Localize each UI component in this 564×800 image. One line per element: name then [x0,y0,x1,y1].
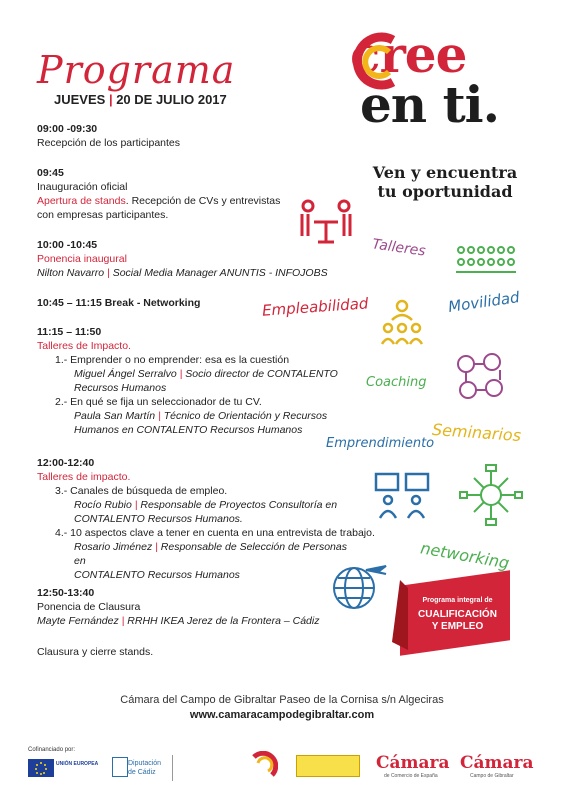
schedule-item-break: 10:45 – 11:15 Break - Networking [37,297,201,309]
team-icon [380,298,424,348]
diputacion-shield-icon [112,757,128,777]
schedule-item-closing: Clausura y cierre stands. [37,646,154,658]
event-date: JUEVES | 20 DE JULIO 2017 [54,92,227,107]
schedule-item-1: 09:00 -09:30 Recepción de los participantes [37,123,181,149]
tagline: Ven y encuentra tu oportunidad [372,163,518,202]
presentation-icon [372,470,432,522]
camara-espana-sub: de Comercio de España [384,773,438,779]
word-emprendimiento: Emprendimiento [326,436,435,451]
footer-organization: Cámara del Campo de Gibraltar Paseo de la Cornisa s/n Algeciras [120,694,444,706]
sponsor-bar [0,737,564,800]
footer-url[interactable]: www.camaracampodegibraltar.com [189,709,375,721]
cofinanciado-label: Cofinanciado por: [28,747,76,753]
schedule-item-3: 10:00 -10:45 Ponencia inaugural Nilton Navarro | Social Media Manager ANUNTIS - INFOJOBS [37,239,328,279]
word-movilidad: Movilidad [447,288,521,316]
word-talleres: Talleres [371,236,427,260]
word-coaching: Coaching [366,375,427,390]
diputacion-label: Diputación de Cádiz [128,760,162,776]
camara-gibraltar-sub: Campo de Gibraltar [470,773,514,779]
word-networking: networking [419,538,511,573]
schedule-item-5: 12:00-12:40 Talleres de impacto. 3.- Canales de búsqueda de empleo. Rocío Rubio | Responsable de Proyectos Consultoría en CONTALENTO Recursos Humanos. 4.- 10 aspectos clave a tener en cuenta en una entrevista de trabajo. Rosario Jiménez | Responsable de Selección de Personas en CONTALENTO Recursos Humanos [37,457,375,581]
logo-line-1: cree [350,25,467,84]
word-seminarios: Seminarios [431,419,522,446]
hub-network-icon [458,462,524,528]
schedule-item-6: 12:50-13:40 Ponencia de Clausura Mayte Fernández | RRHH IKEA Jerez de la Frontera – Cádiz [37,587,320,627]
meeting-people-icon [298,198,354,246]
schedule-item-4: 11:15 – 11:50 Talleres de Impacto. 1.- Emprender o no emprender: esa es la cuestión Miguel Ángel Serralvo | Socio director de CONTALENTO Recursos Humanos 2.- En qué se fija un seleccionador de tu CV. Paula San Martín | Técnico de Orientación y Recursos Humanos en CONTALENTO Recursos Humanos [37,326,338,436]
ieot-logo [172,755,231,781]
word-empleabilidad: Empleabilidad [261,294,369,320]
event-date-text: 20 DE JULIO 2017 [116,92,227,107]
program-banner: Programa integral de CUALIFICACIÓN Y EMPLEO [418,597,497,632]
garantia-juvenil-logo-icon [248,751,278,785]
eu-flag-icon [28,759,54,777]
eu-label: UNIÓN EUROPEA [56,761,99,767]
event-day: JUEVES [54,92,106,107]
globe-plane-icon [330,562,392,612]
network-people-icon [452,352,508,402]
logo-c-swoosh-icon [345,30,405,92]
camara-espana-logo: Cámara [376,753,450,773]
ministerio-logo [296,755,360,777]
audience-icon [455,244,517,276]
camara-gibraltar-logo: Cámara [460,753,534,773]
schedule-item-2: 09:45 Inauguración oficial Apertura de stands. Recepción de CVs y entrevistas con empresas participantes. [37,167,281,221]
logo-line-2: en ti. [360,75,500,134]
program-title: Programa [37,48,236,92]
